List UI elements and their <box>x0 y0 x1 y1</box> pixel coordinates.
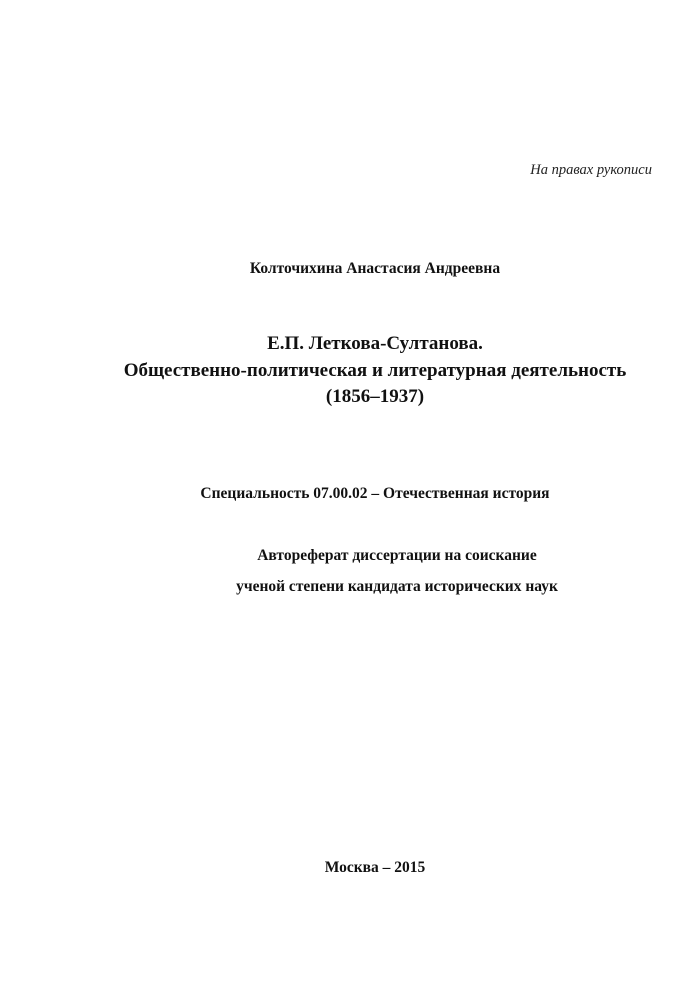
specialty-line: Специальность 07.00.02 – Отечественная история <box>200 485 550 502</box>
author-name: Колточихина Анастасия Андреевна <box>249 260 501 277</box>
title-line-2: Общественно-политическая и литературная деятельность <box>123 360 627 381</box>
title-line-3: (1856–1937) <box>325 386 425 407</box>
title-line-1: Е.П. Леткова-Султанова. <box>267 333 483 354</box>
abstract-line-1: Автореферат диссертации на соискание <box>257 547 537 564</box>
abstract-line-2: ученой степени кандидата исторических наук <box>236 578 558 595</box>
manuscript-rights-note: На правах рукописи <box>530 162 652 178</box>
city-year: Москва – 2015 <box>324 859 426 876</box>
